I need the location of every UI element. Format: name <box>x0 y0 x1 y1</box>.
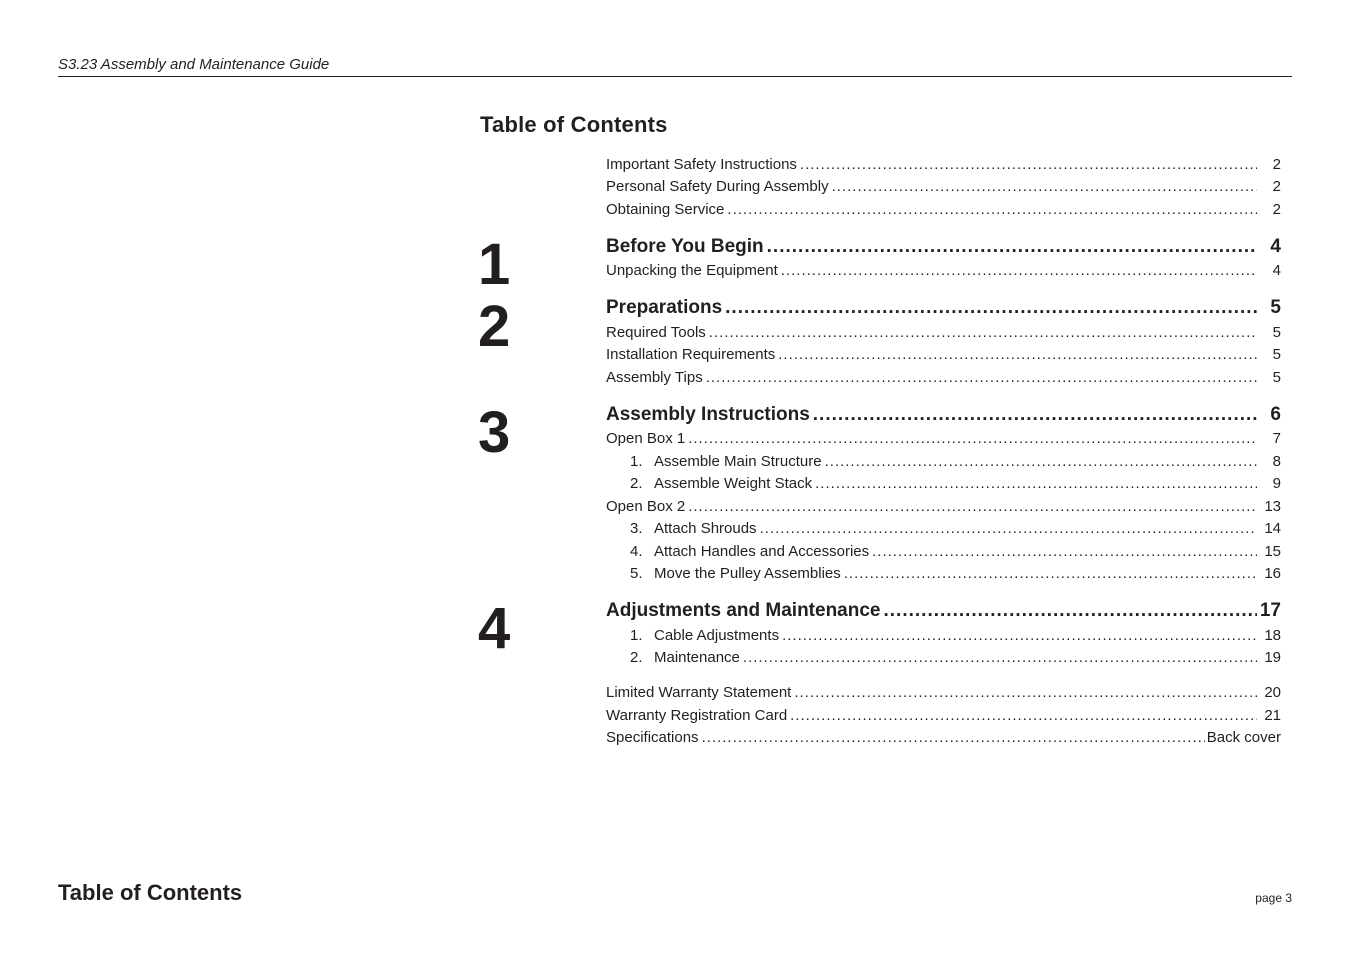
chapter-number-3: 3 <box>478 400 511 465</box>
step-title: Cable Adjustments <box>654 627 780 644</box>
toc-entry-label: Before You Begin <box>606 236 764 257</box>
toc-subentry[interactable] <box>606 520 1281 538</box>
toc-entry-label: Assembly Tips <box>606 369 703 386</box>
toc-entry-label: Limited Warranty Statement <box>606 684 792 701</box>
toc-entry[interactable] <box>606 498 1281 516</box>
step-number: 4. <box>630 543 643 560</box>
toc-entry-label: Important Safety Instructions <box>606 156 797 173</box>
toc-entry-page: 20 <box>1264 684 1281 701</box>
header-rule <box>58 76 1292 77</box>
toc-entry-page: 17 <box>1259 600 1281 621</box>
toc-entry-page: 4 <box>1272 262 1281 279</box>
leader-dots <box>790 707 1257 725</box>
step-title: Assemble Weight Stack <box>654 475 813 492</box>
toc-entry-page: 2 <box>1272 201 1281 218</box>
toc-entry-page: 4 <box>1270 236 1281 257</box>
chapter-number-2: 2 <box>478 294 511 359</box>
toc-chapter-entry[interactable] <box>606 297 1281 319</box>
toc-subentry[interactable] <box>606 627 1281 645</box>
step-number: 3. <box>630 520 643 537</box>
toc-entry-label: Preparations <box>606 297 723 318</box>
toc-entry-page: 5 <box>1272 346 1281 363</box>
leader-dots <box>781 262 1257 280</box>
leader-dots <box>844 565 1257 583</box>
toc-chapter-entry[interactable] <box>606 600 1281 622</box>
toc-entry-label <box>606 520 757 538</box>
leader-dots <box>778 346 1257 364</box>
step-title: Move the Pulley Assemblies <box>654 565 841 582</box>
leader-dots <box>782 627 1257 645</box>
toc-entry-page: 19 <box>1264 649 1281 666</box>
step-number: 2. <box>630 475 643 492</box>
toc-entry-label: Personal Safety During Assembly <box>606 178 829 195</box>
toc-entry[interactable] <box>606 430 1281 448</box>
leader-dots <box>727 201 1257 219</box>
step-title: Assemble Main Structure <box>654 453 822 470</box>
toc-entry-page: 7 <box>1272 430 1281 447</box>
toc-entry-label: Open Box 2 <box>606 498 686 515</box>
leader-dots <box>832 178 1257 196</box>
leader-dots <box>709 324 1257 342</box>
toc-chapter-entry[interactable] <box>606 404 1281 426</box>
toc-subentry[interactable] <box>606 649 1281 667</box>
toc-entry-page: 21 <box>1264 707 1281 724</box>
toc-entry-label <box>606 627 779 645</box>
leader-dots <box>884 600 1258 622</box>
page-number: page 3 <box>1255 891 1292 905</box>
toc-subentry[interactable] <box>606 565 1281 583</box>
toc-entry-page: 2 <box>1272 156 1281 173</box>
leader-dots <box>743 649 1257 667</box>
leader-dots <box>813 404 1257 426</box>
leader-dots <box>760 520 1257 538</box>
toc-entry-label: Adjustments and Maintenance <box>606 600 881 621</box>
toc-entry[interactable] <box>606 156 1281 174</box>
toc-entry-label: Assembly Instructions <box>606 404 810 425</box>
toc-entry-label: Open Box 1 <box>606 430 686 447</box>
leader-dots <box>800 156 1257 174</box>
toc-entry-page: 18 <box>1264 627 1281 644</box>
toc-entry-label <box>606 475 812 493</box>
toc-subentry[interactable] <box>606 453 1281 471</box>
footer-section-title: Table of Contents <box>58 880 243 905</box>
toc-subentry[interactable] <box>606 475 1281 493</box>
toc-entry[interactable] <box>606 346 1281 364</box>
toc-entry-label: Unpacking the Equipment <box>606 262 778 279</box>
leader-dots <box>706 369 1257 387</box>
toc-entry-label: Warranty Registration Card <box>606 707 788 724</box>
chapter-number-4: 4 <box>478 596 511 661</box>
toc-entry-page: 8 <box>1272 453 1281 470</box>
step-title: Maintenance <box>654 649 740 666</box>
leader-dots <box>688 430 1257 448</box>
step-number: 2. <box>630 649 643 666</box>
running-header: S3.23 Assembly and Maintenance Guide <box>58 56 330 73</box>
toc-entry-page: 2 <box>1272 178 1281 195</box>
toc-entry-label <box>606 543 869 561</box>
toc-entry-page: 5 <box>1270 297 1281 318</box>
step-number: 1. <box>630 627 643 644</box>
toc-entry-label <box>606 453 822 471</box>
toc-entry-page: Back cover <box>1206 729 1281 746</box>
toc-entry[interactable] <box>606 201 1281 219</box>
toc-entry[interactable] <box>606 369 1281 387</box>
toc-subentry[interactable] <box>606 543 1281 561</box>
toc-entry[interactable] <box>606 707 1281 725</box>
leader-dots <box>767 236 1257 258</box>
step-number: 5. <box>630 565 643 582</box>
toc-entry[interactable] <box>606 324 1281 342</box>
toc-entry-label: Required Tools <box>606 324 706 341</box>
toc-entry-page: 6 <box>1270 404 1281 425</box>
toc-chapter-entry[interactable] <box>606 236 1281 258</box>
leader-dots <box>794 684 1257 702</box>
toc-entry-page: 5 <box>1272 324 1281 341</box>
toc-entry-label: Specifications <box>606 729 699 746</box>
leader-dots <box>815 475 1257 493</box>
toc-entry-label <box>606 565 841 583</box>
toc-entry-label: Installation Requirements <box>606 346 776 363</box>
chapter-number-1: 1 <box>478 232 511 297</box>
toc-entry[interactable] <box>606 262 1281 280</box>
toc-heading: Table of Contents <box>480 112 668 137</box>
leader-dots <box>825 453 1257 471</box>
step-number: 1. <box>630 453 643 470</box>
step-title: Attach Handles and Accessories <box>654 543 870 560</box>
toc-entry-page: 9 <box>1272 475 1281 492</box>
toc-entry[interactable] <box>606 178 1281 196</box>
step-title: Attach Shrouds <box>654 520 757 537</box>
toc-entry-label <box>606 649 740 667</box>
toc-entry[interactable] <box>606 684 1281 702</box>
toc-entry-page: 14 <box>1264 520 1281 537</box>
toc-entry-page: 16 <box>1264 565 1281 582</box>
leader-dots <box>688 498 1257 516</box>
toc-entry-label: Obtaining Service <box>606 201 725 218</box>
toc-entry-page: 13 <box>1264 498 1281 515</box>
toc-entry[interactable] <box>606 729 1281 747</box>
leader-dots <box>725 297 1257 319</box>
toc-entry-page: 5 <box>1272 369 1281 386</box>
toc-entry-page: 15 <box>1264 543 1281 560</box>
leader-dots <box>872 543 1257 561</box>
leader-dots <box>702 729 1205 747</box>
